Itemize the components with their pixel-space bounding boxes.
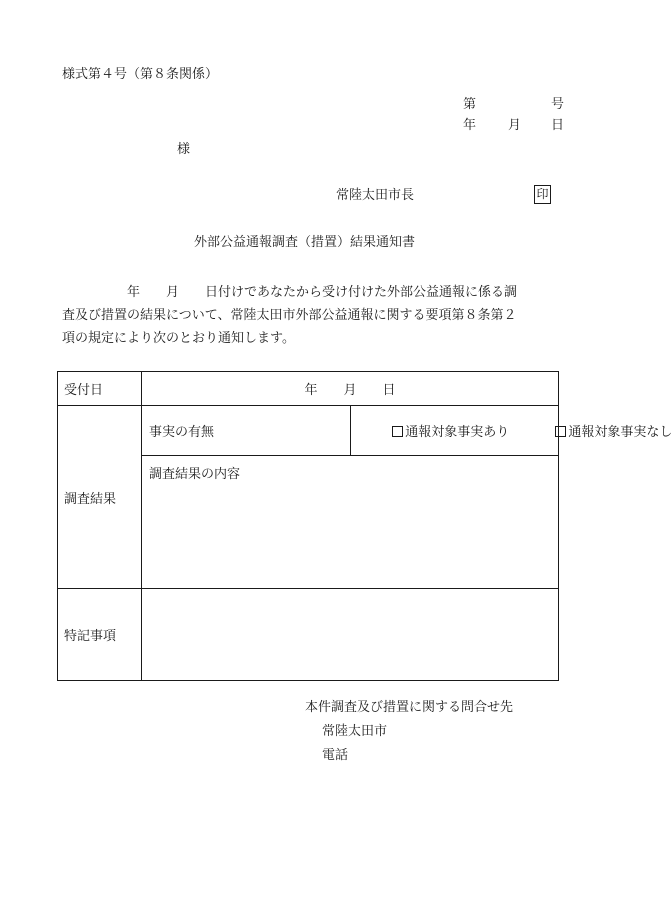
contact-organization: 常陸太田市 — [322, 724, 388, 739]
table-row-notes — [58, 589, 559, 681]
contact-phone-label: 電話 — [322, 748, 349, 763]
addressee-suffix: 様 — [177, 142, 191, 157]
received-date-value: 年 月 日 — [142, 372, 559, 406]
received-date-label: 受付日 — [58, 372, 142, 406]
investigation-content-field[interactable] — [142, 456, 559, 589]
document-number-prefix: 第 — [463, 97, 477, 112]
option-fact-not-exists[interactable] — [555, 421, 672, 440]
form-number: 様式第４号（第８条関係） — [62, 67, 219, 82]
issue-date-day: 日 — [551, 118, 565, 133]
result-table — [57, 371, 672, 681]
body-line: 年 月 日付けであなたから受け付けた外部公益通報に係る調 — [62, 285, 518, 300]
notification-body — [62, 281, 568, 350]
investigation-result-label: 調査結果 — [58, 406, 142, 589]
body-line: 査及び措置の結果について、常陸太田市外部公益通報に関する要項第８条第２ — [62, 308, 517, 323]
issue-date-month: 月 — [508, 118, 522, 133]
fact-existence-label: 事実の有無 — [142, 406, 351, 456]
table-row-fact — [58, 406, 559, 456]
option-fact-not-exists-label: 通報対象事実なし — [568, 425, 672, 440]
special-notes-field[interactable] — [142, 589, 559, 681]
investigation-content-label: 調査結果の内容 — [149, 467, 241, 482]
issuer-name: 常陸太田市長 — [336, 188, 415, 203]
document-title: 外部公益通報調査（措置）結果通知書 — [194, 235, 416, 250]
special-notes-label: 特記事項 — [58, 589, 142, 681]
contact-heading: 本件調査及び措置に関する問合せ先 — [305, 700, 514, 715]
body-line: 項の規定により次のとおり通知します。 — [62, 331, 295, 346]
checkbox-fact-exists[interactable] — [392, 426, 403, 437]
fact-existence-options — [350, 406, 672, 456]
table-row-received — [58, 372, 559, 406]
seal-mark: 印 — [534, 185, 551, 204]
checkbox-fact-not-exists[interactable] — [555, 426, 566, 437]
issue-date-year: 年 — [463, 118, 477, 133]
option-fact-exists-label: 通報対象事実あり — [405, 425, 510, 440]
option-fact-exists[interactable] — [392, 421, 509, 440]
document-number-suffix: 号 — [551, 97, 565, 112]
